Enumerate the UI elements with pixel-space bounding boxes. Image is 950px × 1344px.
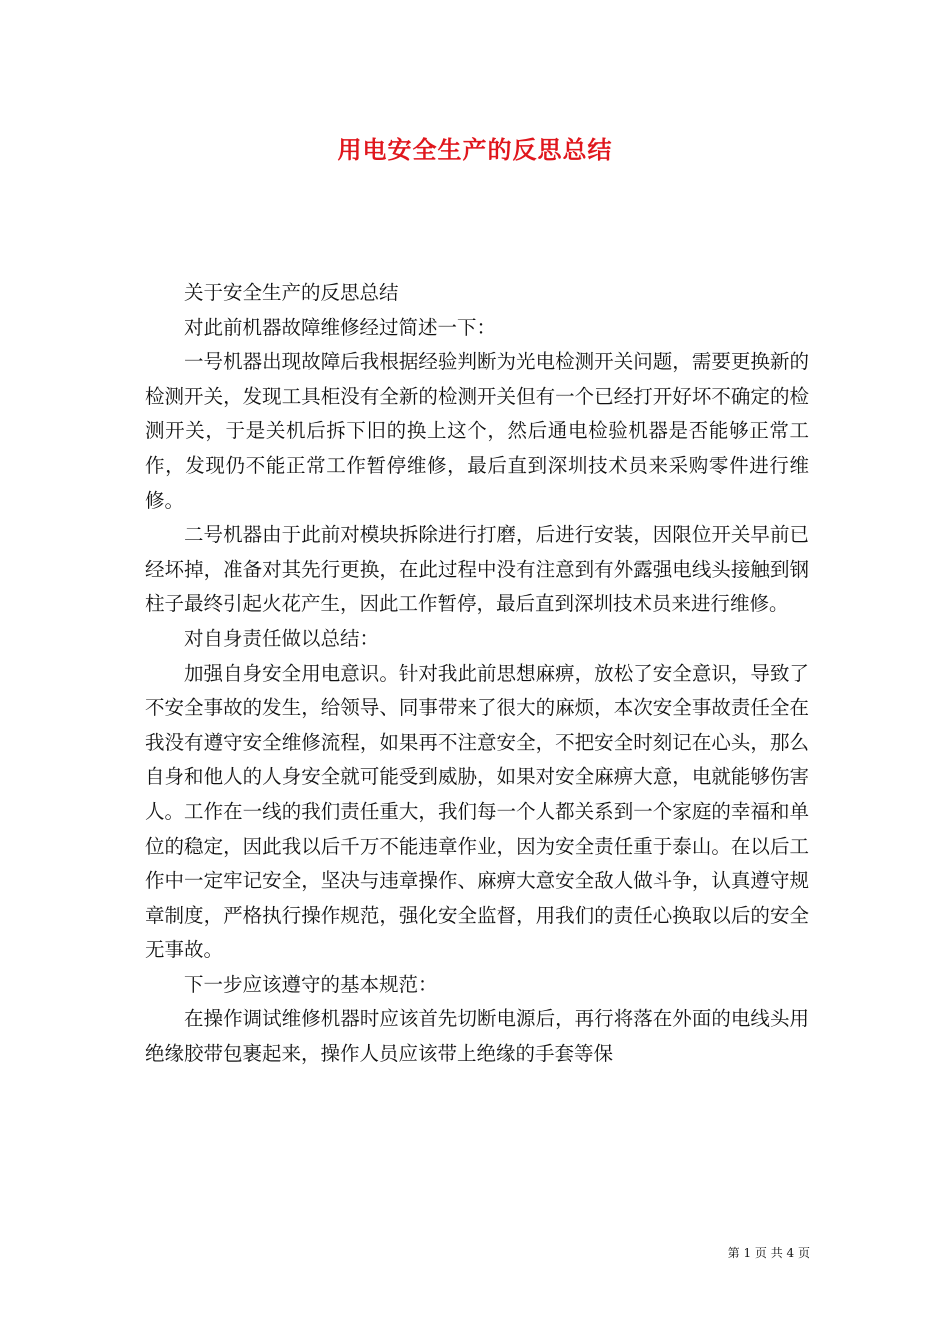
paragraph-rules-body: 在操作调试维修机器时应该首先切断电源后，再行将落在外面的电线头用绝缘胶带包裹起来，操作人员应该带上绝缘的手套等保 (145, 1007, 809, 1066)
paragraph-machine-two: 二号机器由于此前对模块拆除进行打磨，后进行安装，因限位开关早前已经坏掉，准备对其先行更换，在此过程中没有注意到有外露强电线头接触到钢柱子最终引起火花产生，因此工作暂停，最后直到深圳技术员来进行维修。 (145, 523, 809, 616)
paragraph-responsibility-heading: 对自身责任做以总结： (184, 626, 380, 650)
paragraph-responsibility-body: 加强自身安全用电意识。针对我此前思想麻痹，放松了安全意识，导致了不安全事故的发生，给领导、同事带来了很大的麻烦，本次安全事故责任全在我没有遵守安全维修流程，如果再不注意安全，不把安全时刻记在心头，那么自身和他人的人身安全就可能受到威胁，如果对安全麻痹大意，电就能够伤害人。工作在一线的我们责任重大，我们每一个人都关系到一个家庭的幸福和单位的稳定，因此我以后千万不能违章作业，因为安全责任重于泰山。在以后工作中一定牢记安全，坚决与违章操作、麻痹大意安全敌人做斗争，认真遵守规章制度，严格执行操作规范，强化安全监督，用我们的责任心换取以后的安全无事故。 (145, 661, 809, 962)
document-title: 用电安全生产的反思总结 (337, 135, 613, 164)
paragraph-rules-heading: 下一步应该遵守的基本规范： (184, 972, 438, 996)
paragraph-subtitle: 关于安全生产的反思总结 (184, 281, 399, 304)
paragraph-machine-one: 一号机器出现故障后我根据经验判断为光电检测开关问题，需要更换新的检测开关，发现工具柜没有全新的检测开关但有一个已经打开好坏不确定的检测开关，于是关机后拆下旧的换上这个，然后通电检验机器是否能够正常工作，发现仍不能正常工作暂停维修，最后直到深圳技术员来采购零件进行维修。 (145, 350, 809, 512)
page-number: 第 1 页 共 4 页 (727, 1246, 810, 1260)
paragraph-intro: 对此前机器故障维修经过简述一下： (184, 315, 497, 339)
document-body (145, 276, 809, 1072)
